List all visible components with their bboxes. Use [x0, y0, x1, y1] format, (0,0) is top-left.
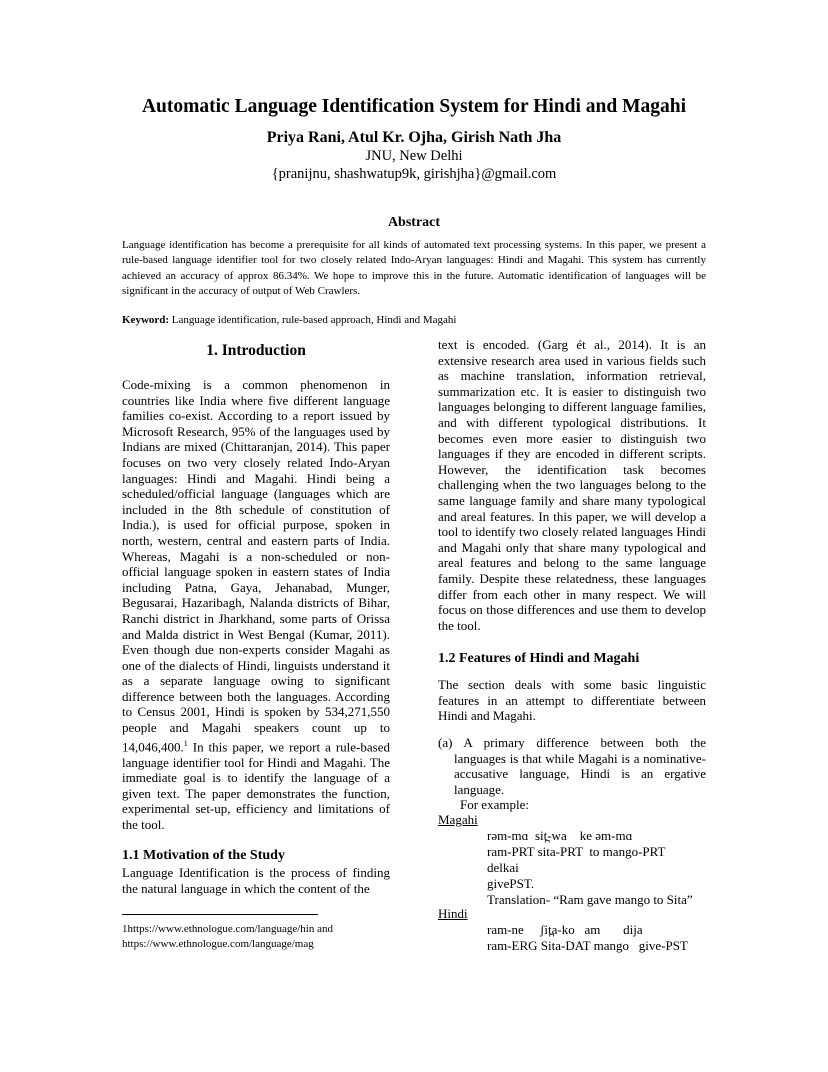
- list-item-a: (a) A primary difference between both the languages is that while Magahi is a nominative-accusative language, Hindi is an ergative language.: [438, 735, 706, 797]
- footnote-line-2: https://www.ethnologue.com/language/mag: [122, 938, 314, 950]
- footnote-line-1: 1https://www.ethnologue.com/language/hin and: [122, 923, 333, 935]
- hindi-label: Hindi: [438, 906, 468, 921]
- footnote: [122, 922, 390, 952]
- for-example: For example:: [460, 797, 529, 812]
- section-1-heading: 1. Introduction: [206, 342, 306, 359]
- magahi-translation: Translation- “Ram gave mango to Sita”: [487, 892, 693, 907]
- motivation-text-right: text is encoded. (Garg ét al., 2014). It is an extensive research area used in various fields such as machine translation, information retrieval, summarization etc. It is easier to distinguish two languages belonging to different language families, and with different typological distributions. It becomes even more easier to distinguish two languages if they are encoded in different scripts. However, the identification task becomes challenging when the two languages belong to the same language family and share many typological and areal features. In this paper, we will develop a tool to identify two closely related languages Hindi and Magahi only that share many typological and areal features and belong to the same language family. Despite these relatedness, these languages differ from each other in many respect. We will focus on those differences and use them to develop the tool.: [438, 337, 706, 633]
- intro-text-a: Code-mixing is a common phenomenon in countries like India where five different language families co-exist. According to a report issued by Microsoft Research, 95% of the languages used by Indians are mixed (Chittaranjan, 2014). This paper focuses on two very closely related Indo-Aryan languages: Hindi and Magahi. Hindi being a scheduled/official language (languages which are included in the 8th schedule of constitution of India.), is used for official purpose, spoken in north, western, central and eastern parts of India. Whereas, Magahi is a non-scheduled or non-official language spoken in eastern states of India including Patna, Gaya, Jehanabad, Munger, Begusarai, Hazaribagh, Nalanda districts of Bihar, Ranchi district in Jharkhand, some parts of Orissa and Malda district in West Bengal (Kumar, 2011). Even though due non-experts consider Magahi as one of the dialects of Hindi, linguists understand it as a separate language owing to significant difference between both the languages. According to Census 2001, Hindi is spoken by 534,271,550 people and Magahi speakers count up to 14,046,400.: [122, 377, 390, 754]
- paper-title: Automatic Language Identification System for Hindi and Magahi: [141, 96, 687, 117]
- section-1-2-heading: 1.2 Features of Hindi and Magahi: [438, 651, 640, 666]
- footnote-divider: [122, 914, 318, 915]
- hindi-gloss-1: ram-ne ʃit̪a-ko am dija: [487, 922, 643, 937]
- hindi-gloss-2: ram-ERG Sita-DAT mango give-PST: [487, 938, 688, 953]
- author-emails: {pranijnu, shashwatup9k, girishjha}@gmail.com: [271, 166, 557, 182]
- intro-paragraph: [122, 377, 390, 833]
- abstract-heading: Abstract: [387, 215, 441, 230]
- magahi-label: Magahi: [438, 812, 478, 827]
- magahi-gloss-2: ram-PRT sita-PRT to mango-PRT: [487, 844, 666, 859]
- magahi-gloss-4: givePST.: [487, 876, 535, 891]
- motivation-text-left: Language Identification is the process of finding the natural language in which the content of the: [122, 865, 390, 896]
- magahi-gloss-1: rəm-mɑ sit̪-wa ke əm-mɑ: [487, 828, 633, 843]
- keyword-label: Keyword:: [122, 314, 170, 326]
- keywords: [122, 314, 706, 326]
- paper-authors: Priya Rani, Atul Kr. Ojha, Girish Nath Jha: [266, 129, 562, 146]
- magahi-gloss-3: delkai: [487, 860, 519, 875]
- footnote-mark: 1: [183, 738, 188, 748]
- keyword-text: Language identification, rule-based approach, Hindi and Magahi: [169, 314, 457, 326]
- intro-text-b: In this paper, we report a rule-based language identifier tool for Hindi and Magahi. The immediate goal is to identify the language of a given text. The paper demonstrates the function, experimental set-up, efficiency and limitations of the tool.: [122, 738, 390, 832]
- author-affiliation: JNU, New Delhi: [365, 148, 463, 164]
- abstract-text: Language identification has become a prerequisite for all kinds of automated text processing systems. In this paper, we present a rule-based language identifier tool for two closely related Indo-Aryan languages: Hindi and Magahi. This system has currently achieved an accuracy of approx 86.34%. We hope to improve this in the future. Automatic identification of languages will be significant in the accuracy of output of Web Crawlers.: [122, 239, 706, 297]
- features-text: The section deals with some basic linguistic features in an attempt to differentiate between Hindi and Magahi.: [438, 677, 706, 724]
- section-1-1-heading: 1.1 Motivation of the Study: [122, 848, 285, 863]
